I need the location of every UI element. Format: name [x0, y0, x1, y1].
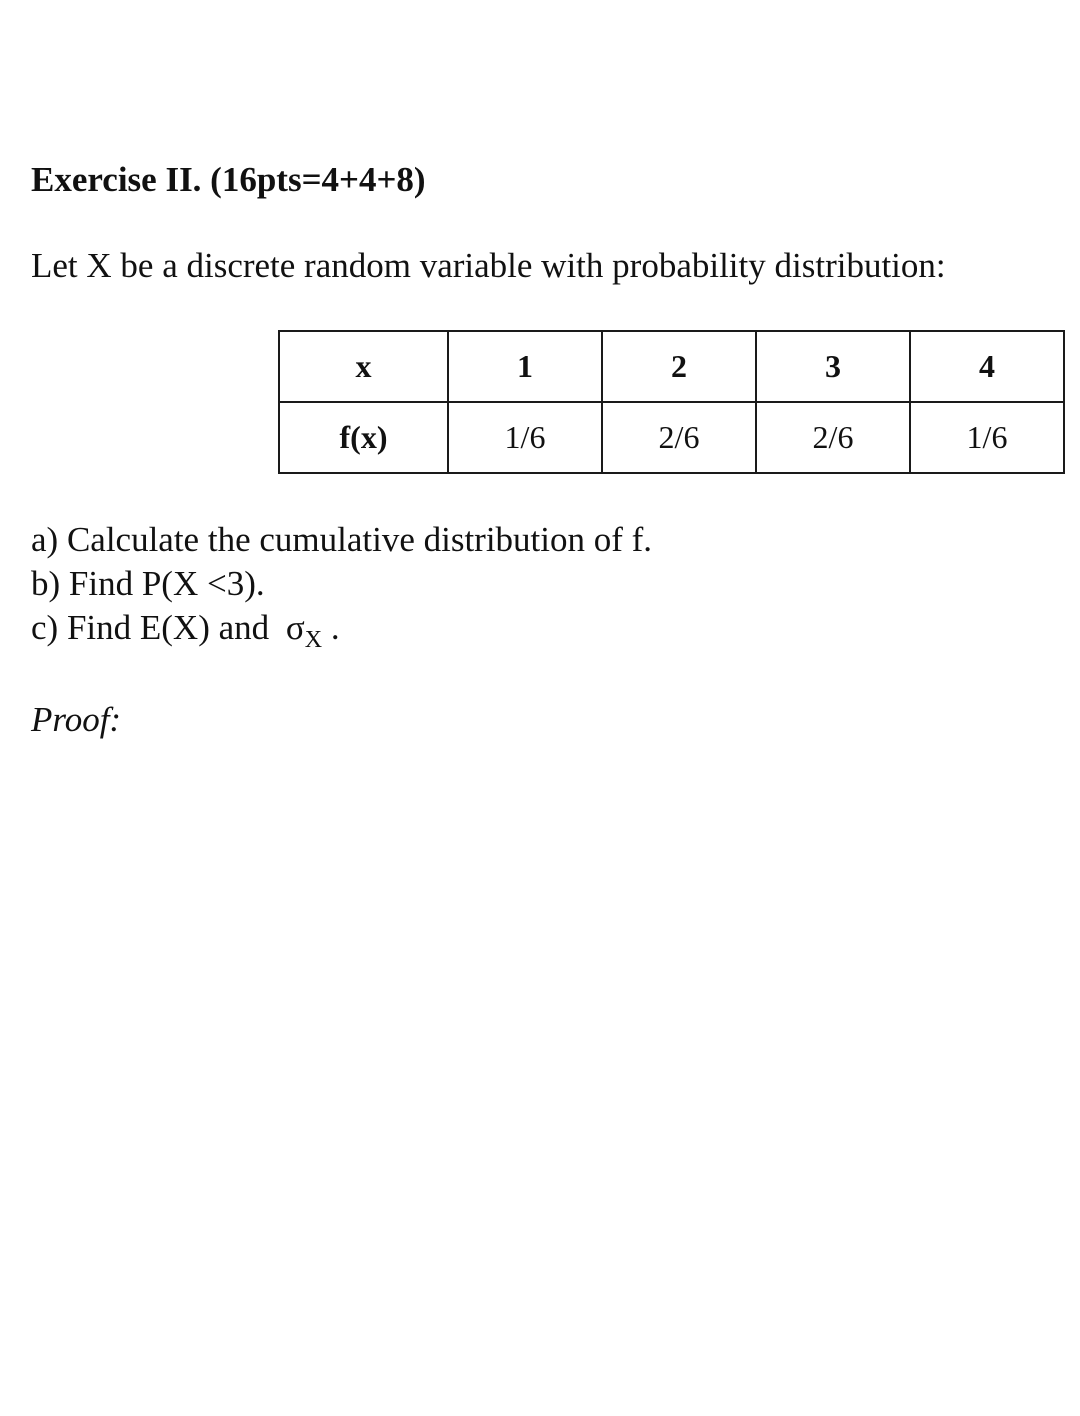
table-row-label-fx: f(x): [279, 402, 448, 473]
exercise-title: Exercise II. (16pts=4+4+8): [31, 160, 426, 199]
proof-label: Proof:: [31, 700, 122, 739]
table-f-value: 2/6: [756, 402, 910, 473]
table-f-value: 1/6: [448, 402, 602, 473]
table-probability-row: [279, 402, 1064, 473]
question-b: b) Find P(X <3).: [31, 564, 265, 603]
question-c-period: .: [330, 608, 340, 647]
table-x-value: 4: [910, 331, 1064, 402]
table-x-value: 2: [602, 331, 756, 402]
question-c-text: c) Find E(X) and: [31, 608, 270, 647]
sigma-subscript: X: [304, 627, 323, 653]
table-f-value: 1/6: [910, 402, 1064, 473]
table-x-value: 1: [448, 331, 602, 402]
exercise-intro: Let X be a discrete random variable with probability distribution:: [31, 246, 946, 285]
question-list: [31, 518, 652, 662]
probability-distribution-table: [278, 330, 1065, 474]
table-header-row: [279, 331, 1064, 402]
question-c: [31, 606, 652, 662]
table-x-value: 3: [756, 331, 910, 402]
sigma-x-symbol: [286, 606, 322, 662]
table-f-value: 2/6: [602, 402, 756, 473]
question-a: a) Calculate the cumulative distribution of f.: [31, 520, 653, 559]
table-header-x: x: [279, 331, 448, 402]
sigma-symbol: σ: [285, 608, 305, 647]
